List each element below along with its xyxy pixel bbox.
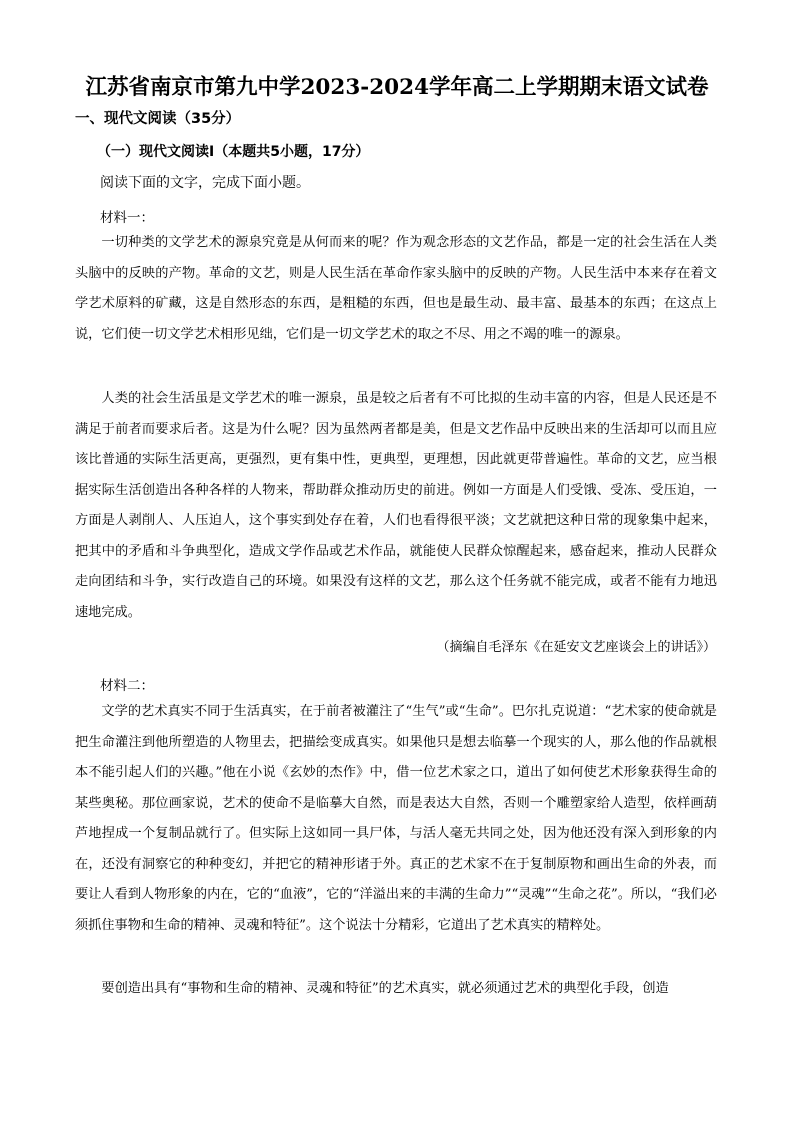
reading-instruction: 阅读下面的文字，完成下面小题。	[100, 175, 310, 191]
material2-label: 材料二：	[100, 678, 154, 694]
material2-paragraph-1: 文学的艺术真实不同于生活真实，在于前者被灌注了“生气”或“生命”。巴尔扎克说道：“艺术家的使命就是把生命灌注到他所塑造的人物里去，把描绘变成真实。如果他只是想去临摹一个现实的人，那么他的作品就根本不能引起人们的兴趣。”他在小说《玄妙的杰作》中，借一位艺术家之口，道出了如何使艺术形象获得生命的某些奥秘。那位画家说，艺术的使命不是临摹大自然，而是表达大自然，否则一个雕塑家给人造型，依样画葫芦地捏成一个复制品就行了。但实际上这如同一具尸体，与活人毫无共同之处，因为他还没有深入到形象的内在，还没有洞察它的种种变幻，并把它的精神形诸于外。真正的艺术家不在于复制原物和画出生命的外表，而要让人看到人物形象的内在，它的“血液”，它的“洋溢出来的丰满的生命力”“灵魂”“生命之花”。所以，“我们必须抓住事物和生命的精神、灵魂和特征”。这个说法十分精彩，它道出了艺术真实的精粹处。	[75, 704, 717, 933]
page-title: 江苏省南京市第九中学2023-2024学年高二上学期期末语文试卷	[85, 75, 709, 100]
material2-paragraph-2: 要创造出具有“事物和生命的精神、灵魂和特征”的艺术真实，就必须通过艺术的典型化手段，创造	[101, 981, 669, 996]
section-heading: 一、现代文阅读（35分）	[75, 111, 241, 127]
material1-paragraph-1: 一切种类的文学艺术的源泉究竟是从何而来的呢？作为观念形态的文艺作品，都是一定的社会生活在人类头脑中的反映的产物。革命的文艺，则是人民生活在革命作家头脑中的反映的产物。人民生活中本来存在着文学艺术原料的矿藏，这是自然形态的东西，是粗糙的东西，但也是最生动、最丰富、最基本的东西；在这点上说，它们使一切文学艺术相形见绌，它们是一切文学艺术的取之不尽、用之不竭的唯一的源泉。	[75, 235, 717, 342]
material1-label: 材料一：	[100, 210, 154, 226]
material1-source: （摘编自毛泽东《在延安文艺座谈会上的讲话》）	[436, 640, 716, 655]
material1-paragraph-2: 人类的社会生活虽是文学艺术的唯一源泉，虽是较之后者有不可比拟的生动丰富的内容，但是人民还是不满足于前者而要求后者。这是为什么呢？因为虽然两者都是美，但是文艺作品中反映出来的生活却可以而且应该比普通的实际生活更高，更强烈，更有集中性，更典型，更理想，因此就更带普遍性。革命的文艺，应当根据实际生活创造出各种各样的人物来，帮助群众推动历史的前进。例如一方面是人们受饿、受冻、受压迫，一方面是人剥削人、人压迫人，这个事实到处存在着，人们也看得很平淡；文艺就把这种日常的现象集中起来，把其中的矛盾和斗争典型化，造成文学作品或艺术作品，就能使人民群众惊醒起来，感奋起来，推动人民群众走向团结和斗争，实行改造自己的环境。如果没有这样的文艺，那么这个任务就不能完成，或者不能有力地迅速地完成。	[75, 391, 717, 620]
subsection-heading: （一）现代文阅读Ⅰ（本题共5小题，17分）	[97, 144, 370, 160]
